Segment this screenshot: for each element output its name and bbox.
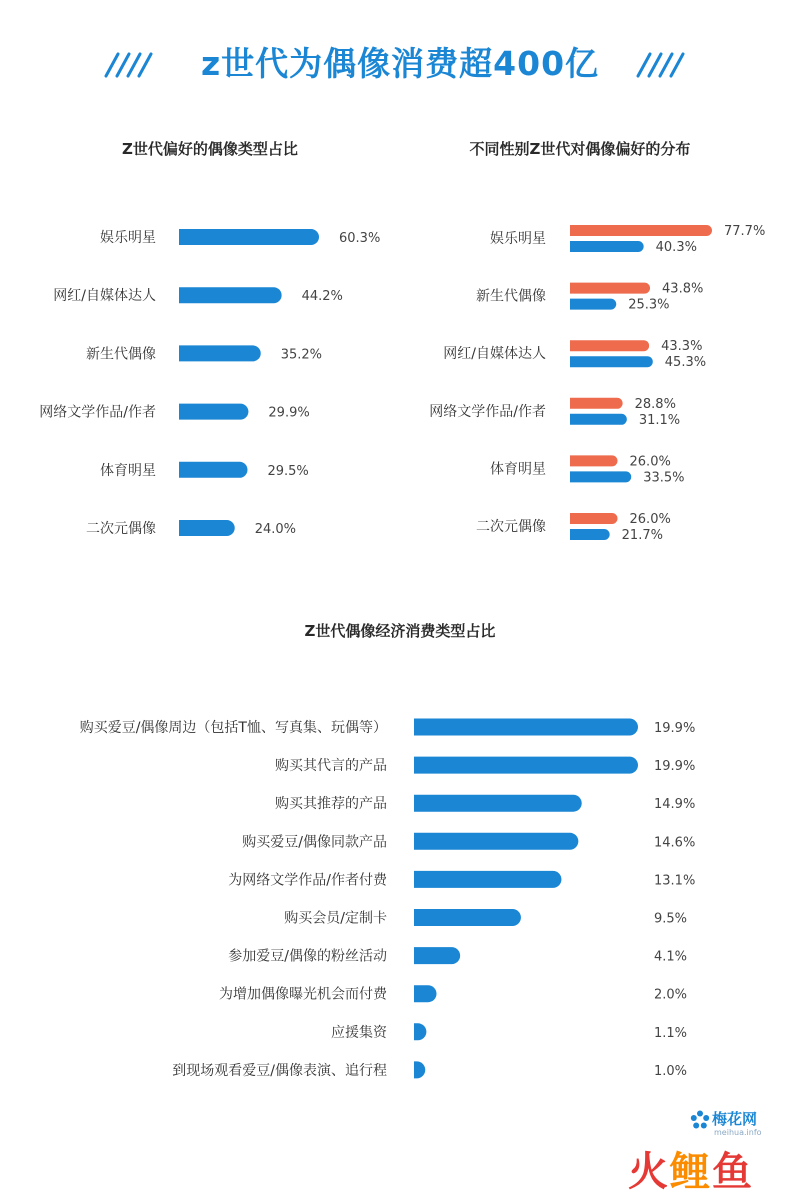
chart2-category-label: 体育明星 [490,461,546,478]
chart2-value-label-series1: 77.7% [724,224,766,239]
chart1-bar [179,345,261,361]
chart2-category-label: 二次元偶像 [476,519,546,535]
watermark-part1: 火 [628,1149,670,1195]
chart2-category-label: 网红/自媒体达人 [443,346,546,363]
chart1-bar [179,462,247,478]
chart3-value-label: 4.1% [654,949,688,965]
chart1-value-label: 24.0% [254,522,297,537]
chart3-category-label: 购买爱豆/偶像周边（包括T恤、写真集、玩偶等） [79,720,387,736]
chart1-value-label: 29.9% [268,405,310,421]
chart3-category-label: 为网络文学作品/作者付费 [228,872,387,889]
chart2-title: 不同性别Z世代对偶像偏好的分布 [469,140,691,158]
chart3-value-label: 14.9% [654,797,696,813]
chart2-value-label-series2: 45.3% [664,355,707,371]
chart3-category-label: 为增加偶像曝光机会而付费 [219,986,387,1003]
plum-blossom-icon [690,1110,710,1130]
chart3-category-label: 到现场观看爱豆/偶像表演、追行程 [172,1062,387,1079]
chart-idol-type-preference [0,200,400,560]
chart1-bar [179,520,235,536]
chart1-category-label: 娱乐明星 [100,230,156,246]
chart3-value-label: 9.5% [654,911,688,927]
chart3-category-label: 参加爱豆/偶像的粉丝活动 [228,948,387,965]
chart3-value-label: 14.6% [654,835,696,851]
chart2-value-label-series2: 21.7% [621,528,663,543]
chart2-bar-series1 [570,455,618,466]
chart2-bar-series2 [570,471,631,482]
chart1-category-label: 网红/自媒体达人 [53,288,156,305]
logo-subtext: meihua.info [714,1128,762,1137]
chart3-bar [414,1023,426,1040]
chart3-category-label: 购买爱豆/偶像同款产品 [242,834,387,851]
chart1-value-label: 44.2% [301,289,343,305]
chart2-bar-series1 [570,283,650,294]
chart1-category-label: 网络文学作品/作者 [39,404,156,421]
chart2-value-label-series1: 43.8% [662,281,704,297]
chart1-bar [179,404,248,420]
chart-consumption-type [0,700,800,1100]
watermark [628,1140,754,1197]
watermark-part3: 鱼 [712,1149,754,1195]
chart3-bar [414,795,582,812]
chart1-category-label: 二次元偶像 [86,521,156,537]
chart3-value-label: 2.0% [654,987,688,1003]
chart3-category-label: 购买会员/定制卡 [284,910,387,927]
chart3-bar [414,833,578,850]
chart3-bar [414,757,638,774]
chart1-bar [179,229,319,245]
chart3-title: Z世代偶像经济消费类型占比 [304,622,496,640]
chart2-bar-series2 [570,529,610,540]
chart2-value-label-series1: 43.3% [661,339,703,355]
chart2-value-label-series1: 26.0% [629,454,671,470]
chart1-value-label: 35.2% [280,347,323,363]
chart2-value-label-series2: 25.3% [628,297,670,313]
chart3-bar [414,871,561,888]
chart3-value-label: 1.1% [654,1025,688,1041]
chart3-value-label: 19.9% [654,759,696,775]
chart2-value-label-series1: 26.0% [629,512,671,527]
watermark-part2: 鲤 [670,1149,712,1195]
chart1-category-label: 体育明星 [100,462,156,479]
chart3-value-label: 13.1% [654,873,696,889]
chart-gender-preference [400,200,800,560]
chart2-value-label-series1: 28.8% [634,396,676,412]
chart3-bar [414,947,460,964]
chart3-category-label: 购买其推荐的产品 [275,796,387,813]
chart2-category-label: 娱乐明星 [490,231,546,247]
chart2-category-label: 网络文学作品/作者 [429,403,546,420]
chart3-value-label: 19.9% [654,721,696,736]
page-title: z世代为偶像消费超400亿 [200,44,600,83]
chart2-bar-series2 [570,299,616,310]
chart2-bar-series2 [570,241,644,252]
chart2-value-label-series2: 40.3% [655,240,697,255]
chart2-bar-series2 [570,356,653,367]
chart3-bar [414,1061,425,1078]
chart3-bar [414,985,437,1002]
chart2-bar-series2 [570,414,627,425]
chart3-value-label: 1.0% [654,1063,688,1079]
chart1-value-label: 29.5% [267,463,309,479]
title-decoration-right-icon [636,52,686,78]
chart3-bar [414,719,638,736]
chart1-value-label: 60.3% [339,231,381,246]
chart3-category-label: 应援集资 [331,1024,387,1041]
chart2-bar-series1 [570,225,712,236]
chart1-bar [179,287,282,303]
chart1-category-label: 新生代偶像 [86,346,156,363]
chart1-title: Z世代偏好的偶像类型占比 [122,140,298,158]
chart2-bar-series1 [570,398,623,409]
chart2-bar-series1 [570,340,649,351]
chart3-category-label: 购买其代言的产品 [275,758,387,775]
chart2-bar-series1 [570,513,618,524]
chart2-value-label-series2: 33.5% [643,470,685,486]
meihua-logo [690,1108,770,1142]
chart3-bar [414,909,521,926]
logo-name: 梅花网 [712,1110,758,1128]
chart2-value-label-series2: 31.1% [638,412,681,428]
chart2-category-label: 新生代偶像 [476,288,546,305]
